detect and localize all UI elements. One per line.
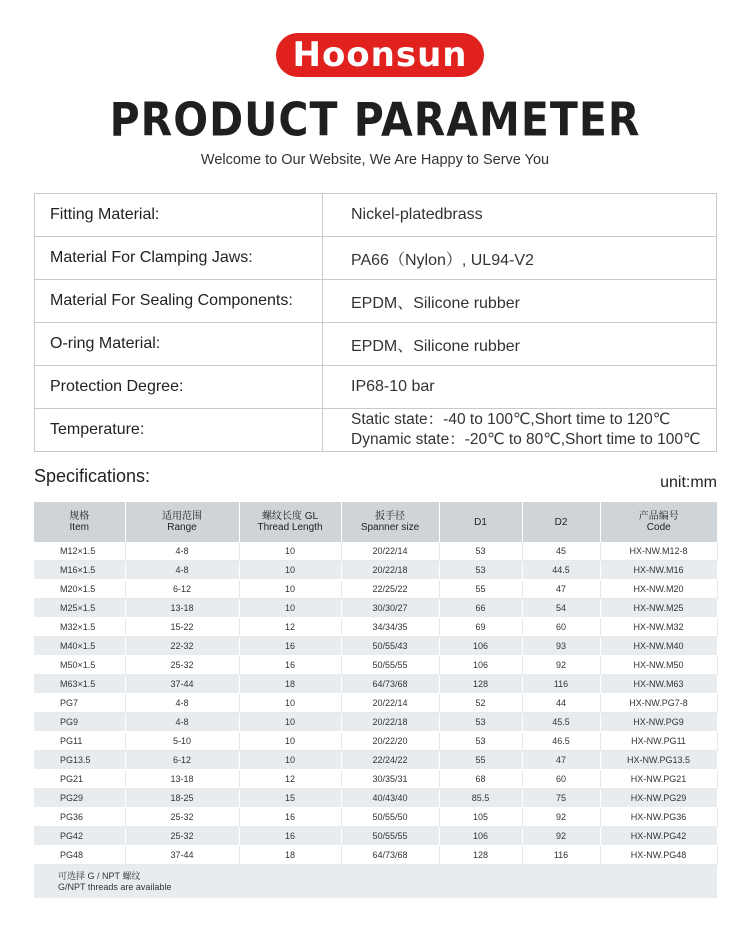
column-header	[125, 502, 239, 542]
table-cell: M63×1.5	[34, 675, 125, 694]
table-cell: 68	[439, 770, 522, 789]
table-cell: 20/22/18	[341, 713, 439, 732]
column-header	[239, 502, 341, 542]
table-cell: 92	[522, 808, 600, 827]
table-cell: 75	[522, 789, 600, 808]
table-cell: 6-12	[125, 751, 239, 770]
table-cell: M20×1.5	[34, 580, 125, 599]
table-cell: 13-18	[125, 599, 239, 618]
parameter-row	[35, 323, 717, 366]
table-cell: 12	[239, 618, 341, 637]
table-cell: 4-8	[125, 561, 239, 580]
parameter-label: Fitting Material:	[35, 194, 323, 237]
parameter-value	[323, 323, 717, 366]
specifications-table	[34, 502, 718, 899]
thread-note-line: G/NPT threads are available	[58, 881, 172, 892]
table-cell: HX-NW.PG9	[600, 713, 717, 732]
table-cell: 37-44	[125, 675, 239, 694]
column-header-en: D1	[474, 516, 487, 528]
parameter-value-line: EPDM、Silicone rubber	[351, 337, 520, 355]
column-header-cn: 螺纹长度 GL	[261, 511, 319, 522]
table-cell: 50/55/55	[341, 827, 439, 846]
parameter-value	[323, 366, 717, 409]
table-cell: 54	[522, 599, 600, 618]
table-row	[34, 713, 717, 732]
table-cell: 10	[239, 713, 341, 732]
table-cell: 116	[522, 675, 600, 694]
table-cell: 40/43/40	[341, 789, 439, 808]
table-cell: 45	[522, 542, 600, 561]
table-cell: 4-8	[125, 542, 239, 561]
note-row	[34, 865, 717, 899]
table-cell: 30/30/27	[341, 599, 439, 618]
thread-note-line: 可选择 G / NPT 螺纹	[58, 870, 141, 881]
column-header	[34, 502, 125, 542]
column-header	[522, 502, 600, 542]
table-cell: 4-8	[125, 694, 239, 713]
table-cell: 55	[439, 580, 522, 599]
column-header-cn: 规格	[69, 511, 90, 522]
table-cell: 44	[522, 694, 600, 713]
column-header	[341, 502, 439, 542]
table-cell: 128	[439, 675, 522, 694]
table-cell: HX-NW.M12-8	[600, 542, 717, 561]
parameter-label: Temperature:	[35, 409, 323, 452]
table-cell: HX-NW.M16	[600, 561, 717, 580]
table-cell: HX-NW.PG29	[600, 789, 717, 808]
table-cell: 22/24/22	[341, 751, 439, 770]
parameter-value-line: Dynamic state：-20℃ to 80℃,Short time to 100℃	[351, 431, 701, 448]
table-cell: 10	[239, 542, 341, 561]
table-cell: 47	[522, 580, 600, 599]
table-cell: M32×1.5	[34, 618, 125, 637]
table-cell: 16	[239, 808, 341, 827]
parameter-value	[323, 194, 717, 237]
parameter-value-line: Nickel-platedbrass	[351, 206, 483, 223]
table-cell: PG21	[34, 770, 125, 789]
column-header-en: Item	[69, 522, 89, 533]
column-header-en: D2	[554, 516, 568, 528]
page-subtitle: Welcome to Our Website, We Are Happy to Serve You	[200, 152, 550, 168]
table-cell: HX-NW.M32	[600, 618, 717, 637]
table-cell: 13-18	[125, 770, 239, 789]
parameter-label: Material For Clamping Jaws:	[35, 237, 323, 280]
table-cell: 128	[439, 846, 522, 865]
table-cell: 25-32	[125, 827, 239, 846]
table-cell: HX-NW.PG48	[600, 846, 717, 865]
table-cell: HX-NW.M50	[600, 656, 717, 675]
thread-note	[34, 865, 717, 899]
table-row	[34, 751, 717, 770]
table-row	[34, 637, 717, 656]
table-cell: PG36	[34, 808, 125, 827]
page-title: PRODUCT PARAMETER	[109, 93, 641, 147]
parameter-label: Material For Sealing Components:	[35, 280, 323, 323]
parameter-value-line: EPDM、Silicone rubber	[351, 294, 520, 312]
table-cell: 92	[522, 656, 600, 675]
table-cell: PG42	[34, 827, 125, 846]
table-cell: 53	[439, 713, 522, 732]
parameter-row	[35, 280, 717, 323]
table-cell: 69	[439, 618, 522, 637]
table-cell: HX-NW.PG42	[600, 827, 717, 846]
table-cell: 10	[239, 561, 341, 580]
parameter-table	[34, 193, 717, 452]
table-cell: 20/22/18	[341, 561, 439, 580]
parameter-value	[323, 237, 717, 280]
table-cell: 15-22	[125, 618, 239, 637]
table-cell: PG9	[34, 713, 125, 732]
column-header-cn: 适用范围	[162, 511, 202, 522]
table-cell: 10	[239, 580, 341, 599]
specifications-heading: Specifications:	[34, 466, 151, 486]
table-cell: 53	[439, 561, 522, 580]
table-cell: HX-NW.M63	[600, 675, 717, 694]
table-cell: 44.5	[522, 561, 600, 580]
table-cell: 25-32	[125, 656, 239, 675]
table-cell: 25-32	[125, 808, 239, 827]
table-row	[34, 618, 717, 637]
brand-logo: Hoonsun	[276, 33, 484, 77]
table-cell: PG7	[34, 694, 125, 713]
table-cell: HX-NW.PG11	[600, 732, 717, 751]
table-row	[34, 675, 717, 694]
table-cell: 20/22/20	[341, 732, 439, 751]
parameter-value	[323, 409, 717, 452]
table-cell: 22/25/22	[341, 580, 439, 599]
table-cell: M50×1.5	[34, 656, 125, 675]
table-cell: HX-NW.PG21	[600, 770, 717, 789]
table-cell: HX-NW.M25	[600, 599, 717, 618]
table-cell: 106	[439, 827, 522, 846]
table-cell: 20/22/14	[341, 542, 439, 561]
column-header-en: Range	[167, 522, 197, 533]
parameter-label: Protection Degree:	[35, 366, 323, 409]
table-cell: 30/35/31	[341, 770, 439, 789]
parameter-row	[35, 366, 717, 409]
table-cell: 64/73/68	[341, 675, 439, 694]
table-cell: 66	[439, 599, 522, 618]
parameter-value-line: IP68-10 bar	[351, 378, 435, 395]
parameter-value-line: PA66（Nylon）, UL94-V2	[351, 251, 534, 269]
parameter-value-line: Static state：-40 to 100℃,Short time to 120℃	[351, 411, 671, 428]
table-row	[34, 580, 717, 599]
table-cell: PG48	[34, 846, 125, 865]
table-cell: 34/34/35	[341, 618, 439, 637]
unit-label: unit:mm	[660, 474, 717, 491]
table-cell: 93	[522, 637, 600, 656]
table-cell: 10	[239, 732, 341, 751]
table-cell: 106	[439, 656, 522, 675]
table-cell: 46.5	[522, 732, 600, 751]
parameter-row	[35, 237, 717, 280]
table-row	[34, 789, 717, 808]
table-cell: 18-25	[125, 789, 239, 808]
parameter-row	[35, 194, 717, 237]
table-cell: 50/55/50	[341, 808, 439, 827]
column-header-cn: 扳手径	[375, 511, 405, 522]
table-cell: 12	[239, 770, 341, 789]
column-header-en: Spanner size	[360, 522, 420, 533]
table-cell: M12×1.5	[34, 542, 125, 561]
table-row	[34, 542, 717, 561]
column-header-en: Code	[646, 522, 671, 533]
table-cell: 52	[439, 694, 522, 713]
table-row	[34, 561, 717, 580]
table-row	[34, 599, 717, 618]
table-row	[34, 846, 717, 865]
table-cell: 55	[439, 751, 522, 770]
table-cell: 20/22/14	[341, 694, 439, 713]
column-header	[439, 502, 522, 542]
table-cell: M40×1.5	[34, 637, 125, 656]
table-cell: 53	[439, 732, 522, 751]
table-row	[34, 770, 717, 789]
table-cell: HX-NW.PG36	[600, 808, 717, 827]
table-cell: 64/73/68	[341, 846, 439, 865]
table-cell: 50/55/43	[341, 637, 439, 656]
table-cell: 16	[239, 656, 341, 675]
table-cell: 37-44	[125, 846, 239, 865]
table-row	[34, 808, 717, 827]
table-cell: HX-NW.PG7-8	[600, 694, 717, 713]
table-cell: M16×1.5	[34, 561, 125, 580]
table-cell: 16	[239, 637, 341, 656]
table-cell: 85.5	[439, 789, 522, 808]
table-cell: 50/55/55	[341, 656, 439, 675]
table-cell: 10	[239, 599, 341, 618]
table-cell: PG11	[34, 732, 125, 751]
table-cell: PG29	[34, 789, 125, 808]
table-cell: PG13.5	[34, 751, 125, 770]
table-cell: 4-8	[125, 713, 239, 732]
parameter-row	[35, 409, 717, 452]
column-header	[600, 502, 717, 542]
table-row	[34, 694, 717, 713]
parameter-value	[323, 280, 717, 323]
table-cell: 105	[439, 808, 522, 827]
column-header-en: Thread Length	[257, 522, 323, 533]
table-cell: 18	[239, 675, 341, 694]
table-cell: HX-NW.M20	[600, 580, 717, 599]
table-cell: 106	[439, 637, 522, 656]
table-cell: 47	[522, 751, 600, 770]
table-cell: 60	[522, 770, 600, 789]
table-cell: 60	[522, 618, 600, 637]
table-cell: 10	[239, 694, 341, 713]
table-cell: 116	[522, 846, 600, 865]
table-cell: M25×1.5	[34, 599, 125, 618]
table-row	[34, 827, 717, 846]
column-header-cn: 产品编号	[638, 511, 679, 522]
table-cell: 6-12	[125, 580, 239, 599]
table-cell: 15	[239, 789, 341, 808]
table-cell: 53	[439, 542, 522, 561]
table-cell: 45.5	[522, 713, 600, 732]
parameter-label: O-ring Material:	[35, 323, 323, 366]
table-row	[34, 732, 717, 751]
table-cell: 16	[239, 827, 341, 846]
table-cell: HX-NW.PG13.5	[600, 751, 717, 770]
table-cell: 18	[239, 846, 341, 865]
table-cell: 5-10	[125, 732, 239, 751]
table-cell: 10	[239, 751, 341, 770]
table-cell: HX-NW.M40	[600, 637, 717, 656]
table-cell: 22-32	[125, 637, 239, 656]
table-cell: 92	[522, 827, 600, 846]
table-row	[34, 656, 717, 675]
